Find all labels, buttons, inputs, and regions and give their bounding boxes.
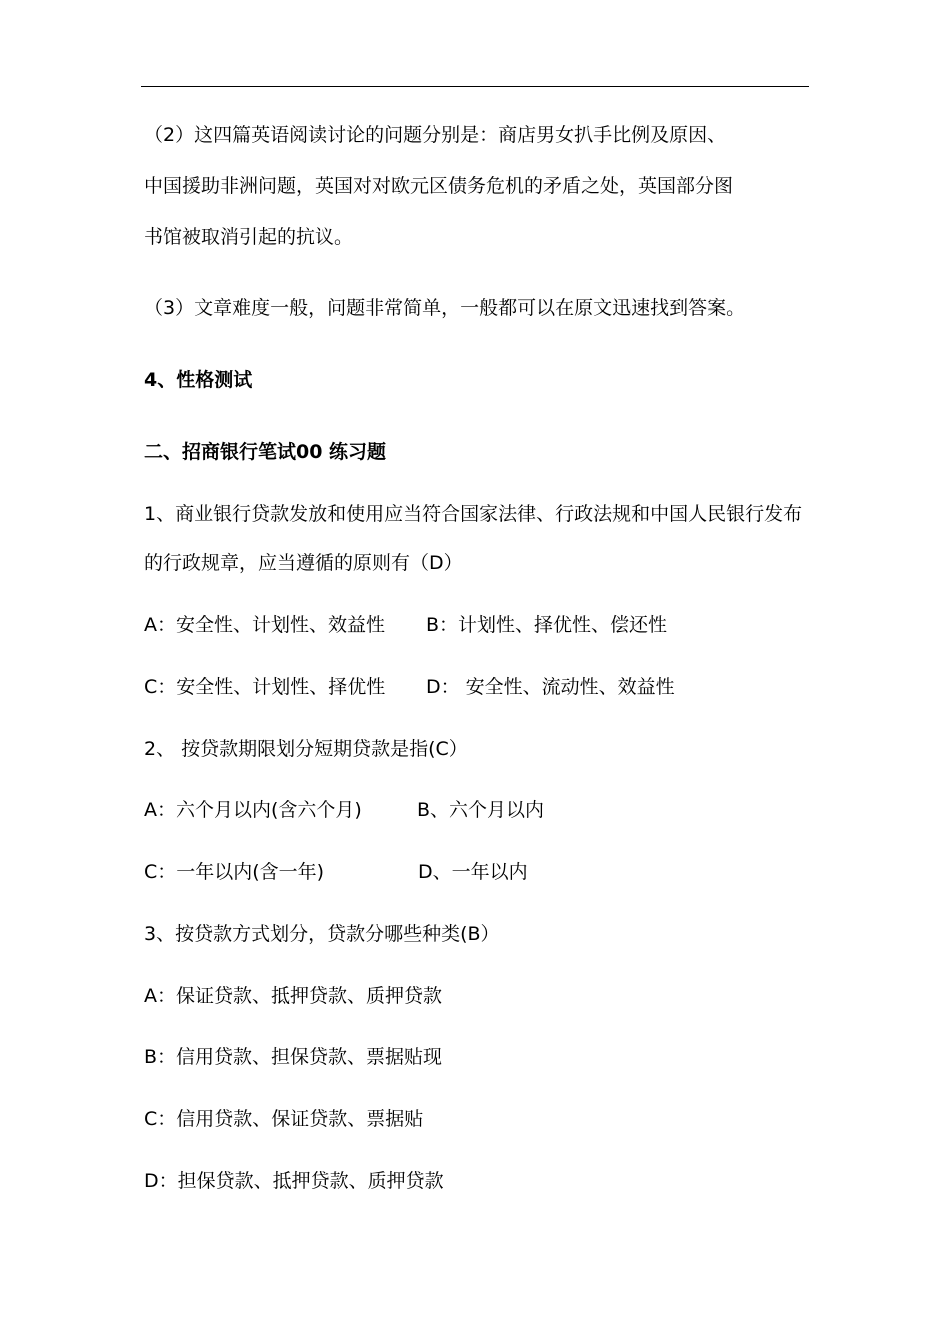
item3: （3）文章难度一般，问题非常简单，一般都可以在原文迅速找到答案。 (144, 297, 746, 319)
question-2: 2、 按贷款期限划分短期贷款是指(C） (144, 738, 468, 760)
q3-option-c: C：信用贷款、保证贷款、票据贴 (144, 1108, 424, 1130)
item2-line3: 书馆被取消引起的抗议。 (144, 226, 354, 248)
q3-option-d: D：担保贷款、抵押贷款、质押贷款 (144, 1170, 444, 1192)
q2-option-c: C：一年以内(含一年) (144, 861, 325, 883)
item2-line2: 中国援助非洲问题，英国对对欧元区债务危机的矛盾之处，英国部分图 (144, 175, 734, 197)
item2-line1: （2）这四篇英语阅读讨论的问题分别是：商店男女扒手比例及原因、 (144, 124, 727, 146)
q2-option-b: B、六个月以内 (417, 799, 545, 821)
heading-personality-test: 4、性格测试 (144, 369, 253, 391)
q2-option-a: A：六个月以内(含六个月) (144, 799, 362, 821)
header-rule (141, 86, 809, 87)
question-1-line2: 的行政规章，应当遵循的原则有（D） (144, 552, 463, 574)
question-1-line1: 1、商业银行贷款发放和使用应当符合国家法律、行政法规和中国人民银行发布 (144, 503, 803, 525)
question-3: 3、按贷款方式划分，贷款分哪些种类(B） (144, 923, 500, 945)
section-heading: 二、招商银行笔试00 练习题 (144, 441, 387, 463)
q1-option-d: D： 安全性、流动性、效益性 (426, 676, 675, 698)
q1-option-c: C：安全性、计划性、择优性 (144, 676, 386, 698)
q3-option-b: B：信用贷款、担保贷款、票据贴现 (144, 1046, 443, 1068)
q3-option-a: A：保证贷款、抵押贷款、质押贷款 (144, 985, 442, 1007)
q1-option-a: A：安全性、计划性、效益性 (144, 614, 385, 636)
q2-option-d: D、一年以内 (418, 861, 528, 883)
q1-option-b: B：计划性、择优性、偿还性 (426, 614, 668, 636)
